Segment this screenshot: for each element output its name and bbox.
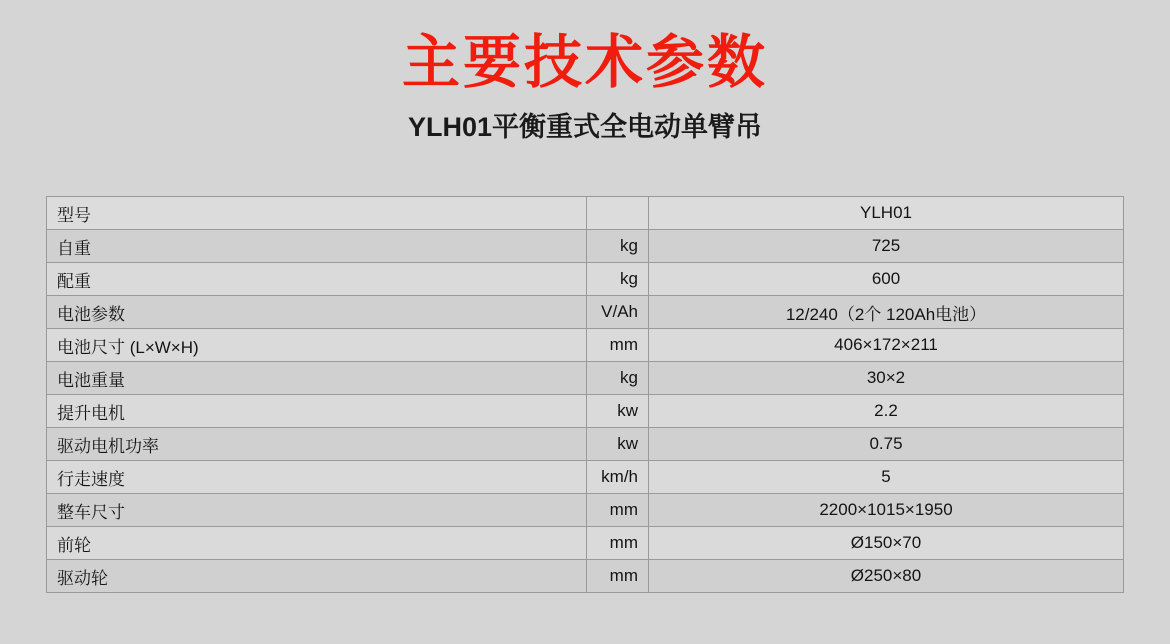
spec-value: 2.2	[649, 395, 1124, 428]
spec-unit: kw	[587, 428, 649, 461]
spec-unit: mm	[587, 527, 649, 560]
table-row	[47, 560, 1124, 593]
spec-value: Ø250×80	[649, 560, 1124, 593]
page-title: 主要技术参数	[401, 30, 768, 95]
table-row	[47, 461, 1124, 494]
spec-label: 自重	[47, 230, 587, 263]
table-row	[47, 527, 1124, 560]
spec-value: 406×172×211	[649, 329, 1124, 362]
spec-label: 驱动轮	[47, 560, 587, 593]
page-subtitle: YLH01平衡重式全电动单臂吊	[407, 111, 763, 142]
spec-value: 2200×1015×1950	[649, 494, 1124, 527]
table-row	[47, 263, 1124, 296]
spec-unit: V/Ah	[587, 296, 649, 329]
spec-value: Ø150×70	[649, 527, 1124, 560]
table-row	[47, 329, 1124, 362]
table-row	[47, 296, 1124, 329]
spec-value: 30×2	[649, 362, 1124, 395]
spec-label: 前轮	[47, 527, 587, 560]
spec-label: 电池参数	[47, 296, 587, 329]
spec-value: 0.75	[649, 428, 1124, 461]
spec-value: 5	[649, 461, 1124, 494]
spec-unit: mm	[587, 560, 649, 593]
table-row	[47, 494, 1124, 527]
spec-table	[46, 196, 1124, 593]
spec-value: YLH01	[649, 197, 1124, 230]
spec-label: 配重	[47, 263, 587, 296]
spec-unit	[587, 197, 649, 230]
spec-unit: mm	[587, 494, 649, 527]
title-block	[0, 0, 1170, 144]
spec-unit: km/h	[587, 461, 649, 494]
spec-label: 整车尺寸	[47, 494, 587, 527]
spec-label: 提升电机	[47, 395, 587, 428]
spec-value: 725	[649, 230, 1124, 263]
table-row	[47, 428, 1124, 461]
spec-unit: kw	[587, 395, 649, 428]
spec-label: 行走速度	[47, 461, 587, 494]
spec-label: 型号	[47, 197, 587, 230]
table-row	[47, 197, 1124, 230]
spec-unit: kg	[587, 263, 649, 296]
spec-label: 电池尺寸 (L×W×H)	[47, 329, 587, 362]
spec-label: 驱动电机功率	[47, 428, 587, 461]
spec-unit: kg	[587, 362, 649, 395]
spec-label: 电池重量	[47, 362, 587, 395]
table-row	[47, 395, 1124, 428]
spec-value: 600	[649, 263, 1124, 296]
spec-table-container	[46, 196, 1124, 593]
spec-unit: mm	[587, 329, 649, 362]
spec-value: 12/240（2个 120Ah电池）	[649, 296, 1124, 329]
table-row	[47, 362, 1124, 395]
spec-unit: kg	[587, 230, 649, 263]
table-row	[47, 230, 1124, 263]
